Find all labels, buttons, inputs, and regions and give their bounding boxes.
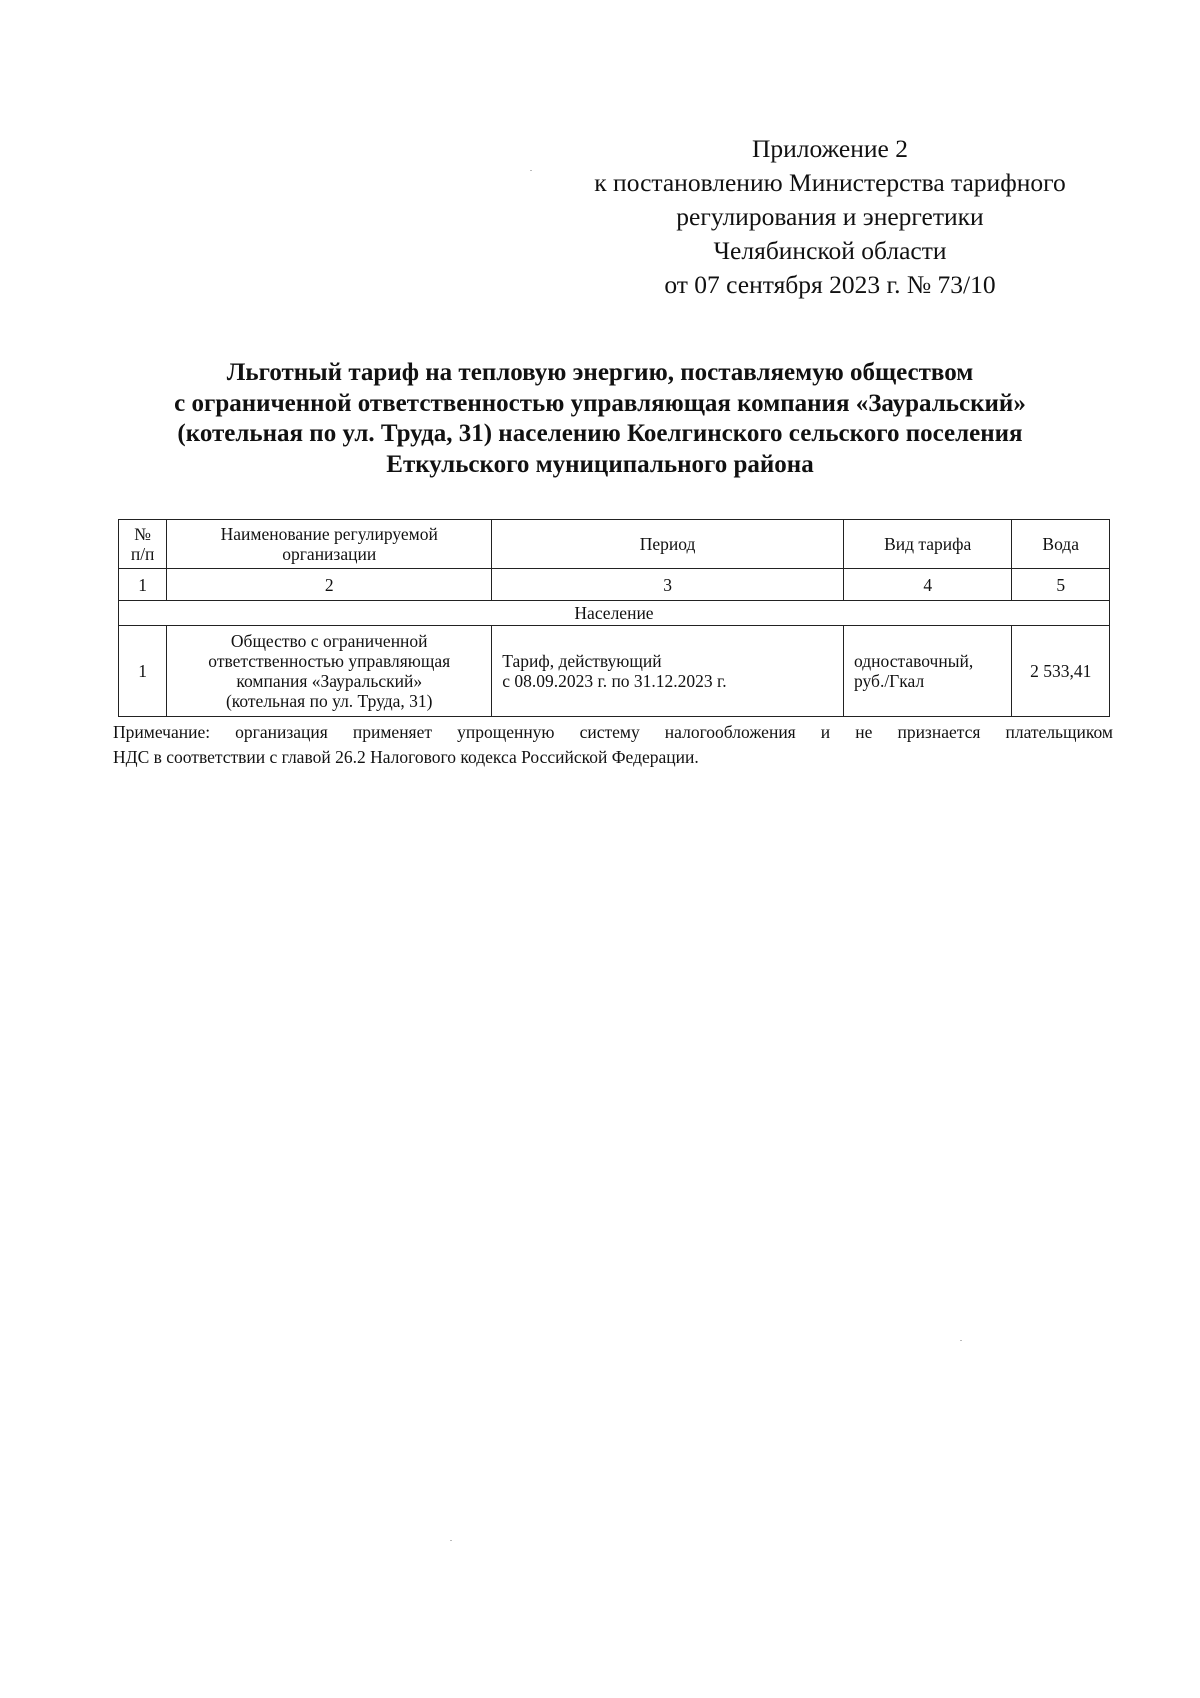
header-organization-line1: Наименование регулируемой xyxy=(220,524,438,544)
header-organization xyxy=(167,520,492,569)
org-line: (котельная по ул. Труда, 31) xyxy=(225,691,433,711)
scan-speck xyxy=(530,170,532,171)
header-number-line2: п/п xyxy=(130,544,155,564)
row-tariff-type xyxy=(844,626,1012,717)
title-line: Еткульского муниципального района xyxy=(386,450,814,478)
header-number-line1: № xyxy=(134,524,151,544)
column-number-row xyxy=(119,569,1110,601)
row-period xyxy=(492,626,844,717)
org-line: ответственностью управляющая xyxy=(208,651,451,671)
period-line: Тариф, действующий xyxy=(502,651,662,671)
group-label: Население xyxy=(119,601,1110,626)
scan-speck xyxy=(960,1340,962,1341)
note-line: НДС в соответствии с главой 26.2 Налогового кодекса Российской Федерации. xyxy=(113,747,699,767)
note xyxy=(113,720,1113,770)
title-line: (котельная по ул. Труда, 31) населению Коелгинского сельского поселения xyxy=(177,420,1023,447)
header-number xyxy=(119,520,167,569)
header-water: Вода xyxy=(1012,520,1110,569)
scan-speck xyxy=(450,1540,452,1541)
tariff-table xyxy=(118,519,1110,717)
document-title xyxy=(100,358,1100,480)
header-tariff-type: Вид тарифа xyxy=(844,520,1012,569)
appendix-line: Приложение 2 xyxy=(752,134,908,163)
appendix-line: Челябинской области xyxy=(713,236,947,265)
row-organization xyxy=(167,626,492,717)
appendix-header xyxy=(560,132,1100,302)
column-number: 4 xyxy=(844,569,1012,601)
header-organization-line2: организации xyxy=(282,544,377,564)
org-line: Общество с ограниченной xyxy=(230,631,428,651)
column-number: 3 xyxy=(492,569,844,601)
row-number: 1 xyxy=(119,626,167,717)
row-water-value: 2 533,41 xyxy=(1012,626,1110,717)
org-line: компания «Зауральский» xyxy=(236,671,423,691)
table-header-row xyxy=(119,520,1110,569)
appendix-line: регулирования и энергетики xyxy=(676,202,984,231)
period-line: с 08.09.2023 г. по 31.12.2023 г. xyxy=(502,671,727,691)
header-period: Период xyxy=(492,520,844,569)
note-line: Примечание: организация применяет упрощенную систему налогообложения и не признается плательщиком xyxy=(113,722,1113,742)
column-number: 5 xyxy=(1012,569,1110,601)
column-number: 1 xyxy=(119,569,167,601)
title-line: Льготный тариф на тепловую энергию, поставляемую обществом xyxy=(226,359,974,386)
appendix-line: к постановлению Министерства тарифного xyxy=(594,168,1066,197)
title-line: с ограниченной ответственностью управляющая компания «Зауральский» xyxy=(174,389,1026,417)
tariff-type-line: одноставочный, xyxy=(854,651,974,671)
table-row xyxy=(119,626,1110,717)
tariff-type-line: руб./Гкал xyxy=(854,671,925,691)
column-number: 2 xyxy=(167,569,492,601)
appendix-line: от 07 сентября 2023 г. № 73/10 xyxy=(664,270,996,299)
group-row xyxy=(119,601,1110,626)
